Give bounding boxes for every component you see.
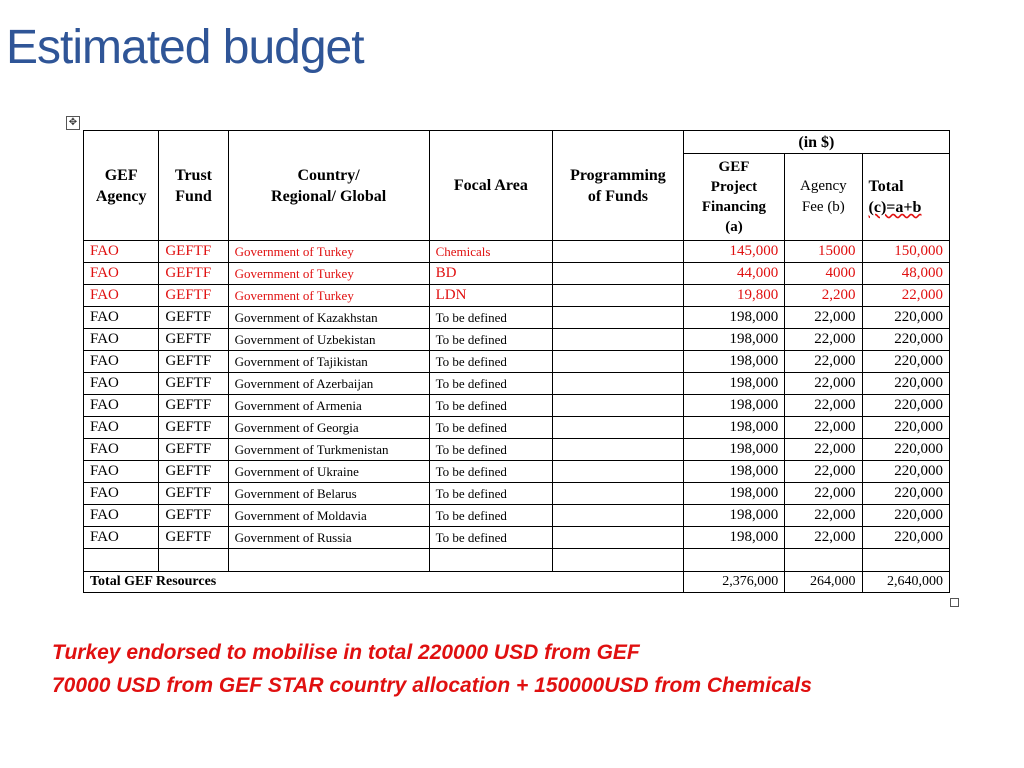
cell-focal-area: To be defined [429, 351, 553, 373]
cell-agency-fee: 22,000 [785, 417, 862, 439]
cell-gef-financing: 198,000 [683, 505, 784, 527]
budget-table [83, 130, 950, 593]
cell-country: Government of Azerbaijan [228, 373, 429, 395]
cell-country: Government of Moldavia [228, 505, 429, 527]
cell-gef-financing: 198,000 [683, 461, 784, 483]
cell-focal-area: To be defined [429, 329, 553, 351]
cell-total: 220,000 [862, 461, 949, 483]
cell-agency: FAO [84, 329, 159, 351]
cell-agency-fee: 22,000 [785, 483, 862, 505]
table-row [84, 483, 950, 505]
cell-country: Government of Turkmenistan [228, 439, 429, 461]
cell-agency-fee: 22,000 [785, 395, 862, 417]
cell-programming [553, 351, 684, 373]
cell-total: 22,000 [862, 285, 949, 307]
cell-programming [553, 483, 684, 505]
cell-gef-financing: 198,000 [683, 307, 784, 329]
cell-trust-fund: GEFTF [159, 241, 228, 263]
cell-country: Government of Ukraine [228, 461, 429, 483]
cell-country: Government of Turkey [228, 241, 429, 263]
header-focal-area [429, 131, 553, 241]
table-row [84, 439, 950, 461]
slide-title: Estimated budget [6, 21, 364, 74]
cell-agency: FAO [84, 461, 159, 483]
header-gef-financing [683, 154, 784, 241]
cell-trust-fund: GEFTF [159, 439, 228, 461]
cell-agency: FAO [84, 351, 159, 373]
table-cell [553, 549, 684, 572]
cell-programming [553, 527, 684, 549]
cell-focal-area: To be defined [429, 527, 553, 549]
total-fee: 264,000 [785, 572, 862, 593]
total-row [84, 572, 950, 593]
cell-trust-fund: GEFTF [159, 373, 228, 395]
cell-focal-area: To be defined [429, 461, 553, 483]
header-total-label: Total [868, 178, 904, 195]
cell-total: 220,000 [862, 351, 949, 373]
header-total-formula: (c)=a+b [868, 199, 922, 216]
cell-programming [553, 461, 684, 483]
cell-agency-fee: 15000 [785, 241, 862, 263]
cell-gef-financing: 198,000 [683, 439, 784, 461]
cell-country: Government of Turkey [228, 263, 429, 285]
cell-focal-area: To be defined [429, 439, 553, 461]
header-country-label: Country/ Regional/ Global [271, 166, 387, 205]
cell-agency: FAO [84, 395, 159, 417]
cell-agency: FAO [84, 373, 159, 395]
table-cell [429, 549, 553, 572]
cell-focal-area: To be defined [429, 373, 553, 395]
cell-programming [553, 307, 684, 329]
total-financing: 2,376,000 [683, 572, 784, 593]
header-agency-fee [785, 154, 862, 241]
table-row [84, 461, 950, 483]
cell-focal-area: To be defined [429, 483, 553, 505]
cell-programming [553, 329, 684, 351]
cell-agency: FAO [84, 263, 159, 285]
header-programming-label: Programming of Funds [570, 166, 666, 205]
cell-total: 220,000 [862, 417, 949, 439]
header-unit-label: (in $) [798, 133, 835, 151]
total-total: 2,640,000 [862, 572, 949, 593]
table-move-icon[interactable]: ✥ [66, 116, 80, 130]
cell-country: Government of Georgia [228, 417, 429, 439]
cell-trust-fund: GEFTF [159, 307, 228, 329]
cell-agency-fee: 22,000 [785, 329, 862, 351]
cell-trust-fund: GEFTF [159, 329, 228, 351]
cell-agency: FAO [84, 417, 159, 439]
cell-total: 220,000 [862, 505, 949, 527]
table-row [84, 417, 950, 439]
header-total [862, 154, 949, 241]
cell-gef-financing: 198,000 [683, 483, 784, 505]
cell-total: 220,000 [862, 483, 949, 505]
table-row [84, 395, 950, 417]
cell-agency: FAO [84, 285, 159, 307]
cell-total: 220,000 [862, 307, 949, 329]
cell-programming [553, 505, 684, 527]
cell-country: Government of Tajikistan [228, 351, 429, 373]
cell-programming [553, 395, 684, 417]
cell-trust-fund: GEFTF [159, 263, 228, 285]
cell-gef-financing: 198,000 [683, 373, 784, 395]
cell-agency: FAO [84, 241, 159, 263]
table-cell [683, 549, 784, 572]
table-row-empty [84, 549, 950, 572]
cell-agency: FAO [84, 439, 159, 461]
cell-gef-financing: 145,000 [683, 241, 784, 263]
table-cell [862, 549, 949, 572]
cell-total: 220,000 [862, 439, 949, 461]
cell-total: 220,000 [862, 395, 949, 417]
cell-gef-financing: 198,000 [683, 395, 784, 417]
table-body [84, 241, 950, 549]
table-row [84, 527, 950, 549]
header-trust-fund [159, 131, 228, 241]
table-row [84, 505, 950, 527]
header-agency-fee-label: Agency Fee (b) [800, 178, 847, 215]
cell-gef-financing: 198,000 [683, 417, 784, 439]
cell-focal-area: LDN [429, 285, 553, 307]
cell-total: 150,000 [862, 241, 949, 263]
cell-total: 220,000 [862, 373, 949, 395]
cell-trust-fund: GEFTF [159, 505, 228, 527]
cell-agency: FAO [84, 505, 159, 527]
cell-agency-fee: 4000 [785, 263, 862, 285]
cell-country: Government of Turkey [228, 285, 429, 307]
table-row [84, 307, 950, 329]
note-line-1: Turkey endorsed to mobilise in total 220000 USD from GEF [52, 641, 640, 664]
table-row [84, 285, 950, 307]
cell-programming [553, 439, 684, 461]
header-agency [84, 131, 159, 241]
cell-gef-financing: 198,000 [683, 351, 784, 373]
header-trust-fund-label: Trust Fund [174, 166, 213, 205]
cell-agency-fee: 22,000 [785, 527, 862, 549]
cell-agency-fee: 22,000 [785, 351, 862, 373]
header-gef-financing-label: GEF Project Financing (a) [701, 159, 767, 235]
header-unit [683, 131, 949, 154]
cell-programming [553, 373, 684, 395]
table-row [84, 351, 950, 373]
cell-focal-area: To be defined [429, 417, 553, 439]
table-row [84, 373, 950, 395]
cell-agency-fee: 22,000 [785, 505, 862, 527]
cell-agency: FAO [84, 307, 159, 329]
header-country [228, 131, 429, 241]
cell-trust-fund: GEFTF [159, 285, 228, 307]
cell-focal-area: Chemicals [429, 241, 553, 263]
header-focal-area-label: Focal Area [453, 177, 528, 194]
cell-country: Government of Russia [228, 527, 429, 549]
cell-agency-fee: 22,000 [785, 461, 862, 483]
cell-gef-financing: 44,000 [683, 263, 784, 285]
note-text [52, 636, 812, 702]
table-resize-icon[interactable] [950, 598, 959, 607]
cell-programming [553, 285, 684, 307]
cell-focal-area: BD [429, 263, 553, 285]
cell-gef-financing: 198,000 [683, 527, 784, 549]
cell-total: 48,000 [862, 263, 949, 285]
note-line-2: 70000 USD from GEF STAR country allocation + 150000USD from Chemicals [52, 674, 812, 697]
table-cell [228, 549, 429, 572]
cell-country: Government of Uzbekistan [228, 329, 429, 351]
cell-focal-area: To be defined [429, 505, 553, 527]
header-programming [553, 131, 684, 241]
cell-agency-fee: 22,000 [785, 439, 862, 461]
table-row [84, 329, 950, 351]
total-label: Total GEF Resources [84, 572, 684, 593]
table-cell [785, 549, 862, 572]
cell-trust-fund: GEFTF [159, 351, 228, 373]
cell-total: 220,000 [862, 527, 949, 549]
cell-country: Government of Armenia [228, 395, 429, 417]
cell-gef-financing: 19,800 [683, 285, 784, 307]
cell-gef-financing: 198,000 [683, 329, 784, 351]
cell-agency-fee: 22,000 [785, 373, 862, 395]
cell-trust-fund: GEFTF [159, 461, 228, 483]
cell-agency: FAO [84, 527, 159, 549]
table-cell [84, 549, 159, 572]
cell-country: Government of Belarus [228, 483, 429, 505]
cell-agency: FAO [84, 483, 159, 505]
cell-trust-fund: GEFTF [159, 483, 228, 505]
cell-programming [553, 263, 684, 285]
cell-focal-area: To be defined [429, 307, 553, 329]
cell-programming [553, 241, 684, 263]
cell-focal-area: To be defined [429, 395, 553, 417]
header-agency-label: GEF Agency [95, 166, 147, 205]
cell-trust-fund: GEFTF [159, 417, 228, 439]
cell-trust-fund: GEFTF [159, 395, 228, 417]
cell-agency-fee: 22,000 [785, 307, 862, 329]
cell-country: Government of Kazakhstan [228, 307, 429, 329]
cell-trust-fund: GEFTF [159, 527, 228, 549]
table-row [84, 263, 950, 285]
cell-total: 220,000 [862, 329, 949, 351]
cell-agency-fee: 2,200 [785, 285, 862, 307]
cell-programming [553, 417, 684, 439]
table-row [84, 241, 950, 263]
table-cell [159, 549, 228, 572]
